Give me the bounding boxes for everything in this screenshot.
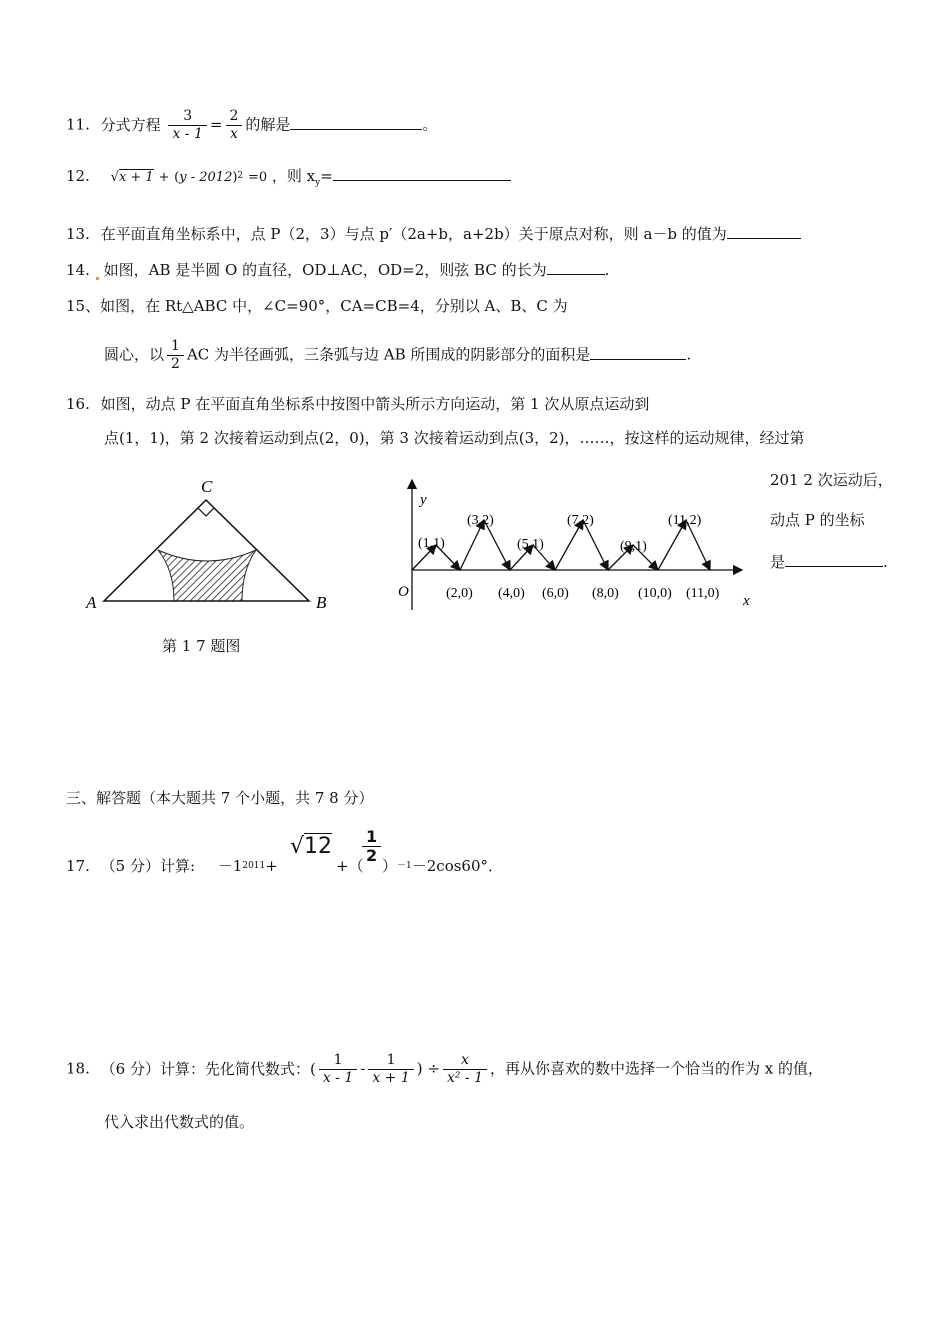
question-16-side2: 动点 P 的坐标 (770, 511, 865, 529)
answer-blank[interactable] (785, 552, 883, 567)
question-16-side3: 是 . (770, 553, 888, 571)
y-axis-label: y (420, 492, 427, 508)
sqrt-expression: √x + 1 (110, 170, 154, 185)
fraction-18-1: $\frac{1}{x - 1}$ (319, 1052, 357, 1087)
fraction-3-over-x-minus-1: $\frac{3}{x - 1}$ (168, 108, 206, 143)
triangle-figure (80, 470, 340, 620)
label-b: B (316, 593, 327, 612)
question-15-line1: 15、如图，在 Rt△ABC 中，∠C=90°，CA=CB=4，分别以 A、B、C 为 (66, 297, 568, 315)
motion-path (412, 520, 710, 570)
question-15-line2: 圆心，以 $\frac{1}{2}$ AC 为半径画弧，三条弧与边 AB 所围成的阴影部分的面积是 . (104, 338, 692, 372)
point-label: (3,2) (467, 513, 494, 528)
point-label: (5,1) (517, 537, 544, 552)
question-16-line1: 16. 如图，动点 P 在平面直角坐标系中按图中箭头所示方向运动，第 1 次从原点运动到 (66, 395, 650, 413)
answer-blank[interactable] (727, 224, 801, 239)
sqrt-12: √12 (290, 834, 333, 859)
fraction-one-half-17: $\frac{1}{2}$ (362, 828, 381, 865)
point-label: (2,0) (446, 586, 473, 601)
question-11: 11. 分式方程 $\frac{3}{x - 1}$ = $\frac{2}{x}$ 的解是 。 (66, 108, 438, 142)
question-14: 14. 如图，AB 是半圆 O 的直径，OD⊥AC，OD=2，则弦 BC 的长为 . (66, 261, 610, 279)
label-a: A (86, 593, 97, 612)
answer-blank[interactable] (547, 260, 605, 275)
question-17: 17. （5 分）计算: $-1^{2011}+$ (66, 857, 278, 875)
point-label: (11,0) (686, 586, 720, 601)
question-16-line2: 点(1，1)，第 2 次接着运动到点(2，0)，第 3 次接着运动到点(3，2)，……，按这样的运动规律，经过第 (104, 429, 805, 447)
point-label: (11,2) (668, 513, 702, 528)
question-17-tail: +（ (336, 857, 364, 875)
point-label: (9,1) (620, 539, 647, 554)
point-label: (4,0) (498, 586, 525, 601)
origin-label: O (398, 584, 409, 600)
fraction-18-3: $\frac{x}{\text{x² - 1}}$ (443, 1052, 487, 1087)
question-13: 13. 在平面直角坐标系中，点 P（2，3）与点 p′（2a+b，a+2b）关于原点对称，则 a－b 的值为 (66, 224, 801, 244)
fraction-2-over-x: $\frac{2}{x}$ (225, 108, 242, 143)
question-12: 12. √x + 1 + (y - 2012)$^2$ =0 ，则 $x_y=$ (66, 166, 511, 193)
x-axis-label: x (743, 593, 750, 609)
fraction-one-half: $\frac{1}{2}$ (167, 338, 184, 373)
point-label: (6,0) (542, 586, 569, 601)
answer-blank[interactable] (590, 345, 686, 360)
label-c: C (201, 477, 213, 496)
point-label: (10,0) (638, 586, 672, 601)
question-17-rest: ）$^{-1}$－2cos60°． (382, 857, 504, 875)
point-label: (1,1) (418, 536, 445, 551)
section-title: 三、解答题（本大题共 7 个小题，共 7 8 分） (66, 789, 374, 807)
answer-blank[interactable] (333, 166, 511, 181)
question-18-line2: 代入求出代数式的值。 (104, 1113, 255, 1131)
point-label: (8,0) (592, 586, 619, 601)
motion-path-figure (390, 475, 760, 615)
question-18: 18. （6 分）计算：先化简代数式：( $\frac{1}{x - 1}$ - $\frac{1}{x + 1}$ ) ÷ $\frac{x}{\text{x² - 1}}$ ，再从你喜欢的数中选择一个恰当的作为 x 的值， (66, 1052, 824, 1086)
figure-caption: 第 1 7 题图 (162, 637, 241, 655)
answer-blank[interactable] (290, 115, 422, 130)
question-16-side1: 201 2 次运动后， (770, 471, 893, 489)
fraction-18-2: $\frac{1}{x + 1}$ (368, 1052, 413, 1087)
point-label: (7,2) (567, 513, 594, 528)
shaded-region (158, 550, 256, 601)
right-angle-mark (198, 508, 214, 516)
